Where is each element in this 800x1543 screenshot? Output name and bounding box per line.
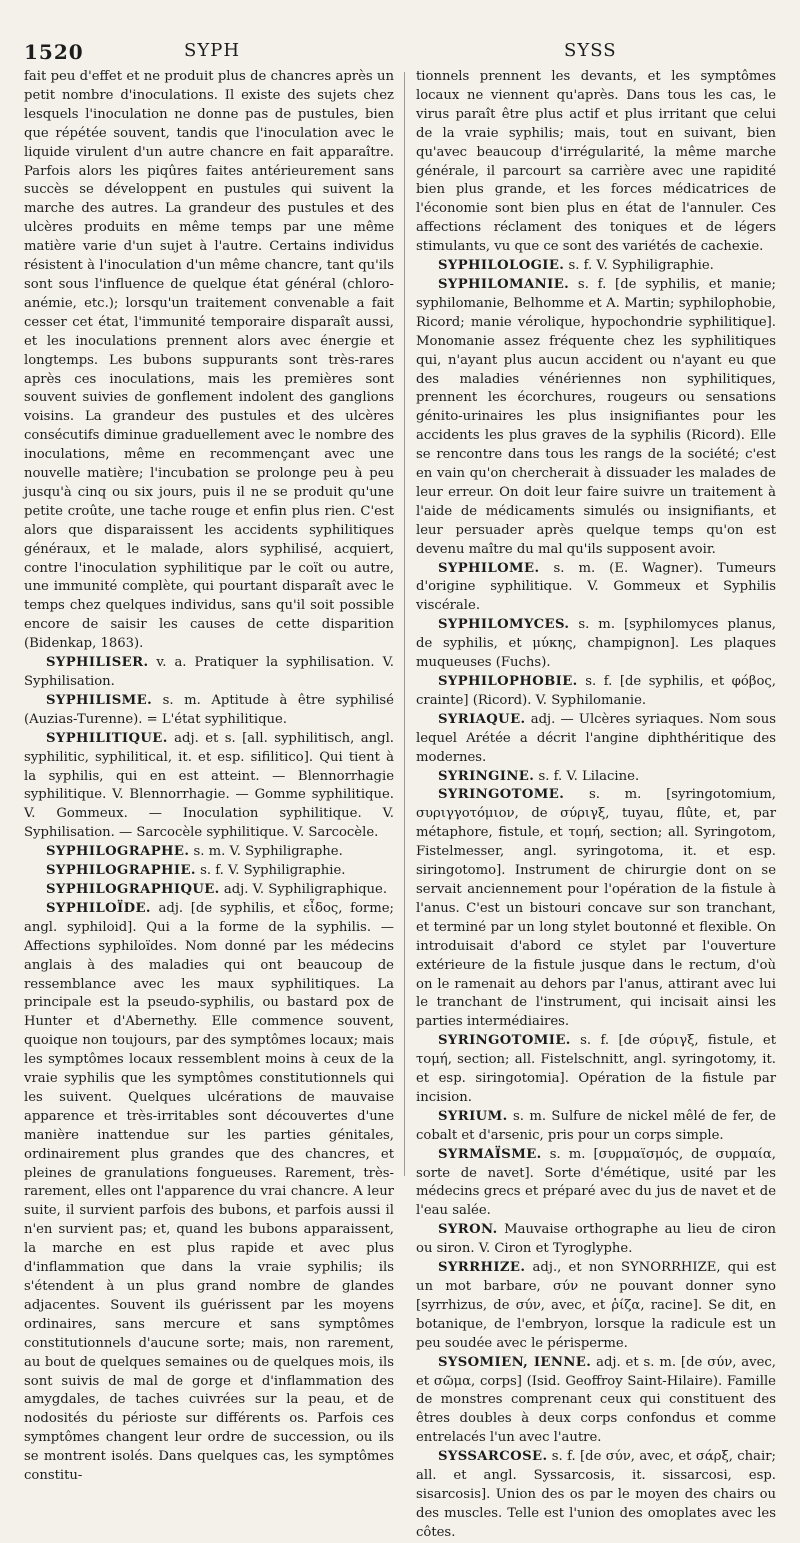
dictionary-entry xyxy=(24,730,394,843)
entry-headword: SYPHILOÏDE. xyxy=(46,900,151,916)
dictionary-entry xyxy=(416,1032,776,1108)
dictionary-entry xyxy=(24,654,394,692)
entry-headword: SYPHILITIQUE. xyxy=(46,730,168,746)
continuation-text: tionnels prennent les devants, et les symptômes locaux ne viennent qu'après. Dans tous les cas, le virus paraît être plus actif et plus irritant que celui de la vraie syphilis; mais, tout en suivant, bien qu'avec beaucoup d'irrégularité, la même marche générale, il parcourt sa carrière avec une rapidité bien plus grande, et les forces médicatrices de l'économie sont bien plus en état de l'annuler. Ces affections réclament des toniques et de légers stimulants, vu que ce sont des variétés de cachexie. xyxy=(416,69,776,255)
entry-definition: s. m. [syphilomyces planus, de syphilis, et μύκης, champignon]. Les plaques muqueuses (Fuchs). xyxy=(416,617,776,671)
dictionary-entry xyxy=(24,862,394,881)
entry-headword: SYSSARCOSE. xyxy=(438,1449,548,1465)
left-guide-word: SYPH xyxy=(184,40,241,61)
entry-definition: adj., et non SYNORRHIZE, qui est un mot barbare, σύν ne pouvant donner syno [syrrhizus, de σύν, avec, et ῥίζα, racine]. Se dit, en botanique, de l'embryon, lorsque la radicule est un peu soudée avec le périsperme. xyxy=(416,1260,776,1351)
left-column xyxy=(24,68,394,1484)
entry-definition: s. m. [συρμαϊσμός, de συρμαία, sorte de navet]. Sorte d'émétique, usité par les médecins grecs et préparé avec du jus de navet et de l'eau salée. xyxy=(416,1146,776,1219)
dictionary-entry xyxy=(24,900,394,1486)
dictionary-entry xyxy=(416,1108,776,1146)
dictionary-entry xyxy=(24,692,394,730)
dictionary-entry xyxy=(416,560,776,617)
dictionary-entry xyxy=(416,616,776,673)
entry-definition: s. f. V. Lilacine. xyxy=(534,768,640,784)
dictionary-entry xyxy=(416,257,776,276)
dictionary-entry xyxy=(24,843,394,862)
entry-headword: SYRON. xyxy=(438,1222,498,1238)
dictionary-entry xyxy=(416,786,776,1032)
entry-definition: s. f. V. Syphiligraphie. xyxy=(564,258,714,274)
entry-definition: s. m. Sulfure de nickel mêlé de fer, de cobalt et d'arsenic, pris pour un corps simple. xyxy=(416,1108,776,1143)
entry-headword: SYRMAÏSME. xyxy=(438,1146,542,1162)
dictionary-entry xyxy=(416,1259,776,1354)
entry-headword: SYPHILISME. xyxy=(46,692,153,708)
entry-definition: adj. et s. m. [de σύν, avec, et σῶμα, corps] (Isid. Geoffroy Saint-Hilaire). Famille de monstres comprenant ceux qui constituent des êtres doubles à deux corps confondus et comme entrelacés l'un avec l'autre. xyxy=(416,1354,776,1446)
page-number: 1520 xyxy=(24,40,84,64)
entry-headword: SYRIAQUE. xyxy=(438,711,526,727)
entry-headword: SYRINGOTOME. xyxy=(438,787,565,803)
entry-definition: s. m. Aptitude à être syphilisé (Auzias-Turenne). = L'état syphilitique. xyxy=(24,692,394,727)
entry-definition: s. m. [syringotomium, συριγγοτόμιον, de σύριγξ, tuyau, flûte, et, par métaphore, fistule, et τομή, section; all. Syringotom, Fistelmesser, angl. syringotoma, it. et esp. siringotomo]. Instrument de chirurgie dont on se servait anciennement pour l'opération de la fistule à l'anus. C'est un bistouri concave sur son tranchant, et terminé par un long stylet boutonné et flexible. On introduisait d'abord ce stylet par l'ouverture extérieure de la fistule jusque dans le rectum, d'où on le ramenait au dehors par l'anus, attirant avec lui le tranchant de l'instrument, qui incisait ainsi les parties intermédiaires. xyxy=(416,787,776,1030)
dictionary-entry xyxy=(24,881,394,900)
dictionary-entry xyxy=(416,1354,776,1449)
entry-definition: adj. [de syphilis, et εἶδος, forme; angl. syphiloid]. Qui a la forme de la syphilis. — Affections syphiloïdes. Nom donné par les médecins anglais à des maladies qui ont beaucoup de ressemblance avec les maux syphilitiques. La principale est la pseudo-syphilis, ou bastard pox de Hunter et d'Abernethy. Elle commence souvent, quoique non toujours, par des symptômes locaux; mais les symptômes locaux ressemblent moins à ceux de la vraie syphilis que les symptômes constitutionnels qui les suivent. Quelques ulcérations de mauvaise apparence et très-irritables sont découvertes d'une manière inattendue sur les parties génitales, ordinairement plus grandes que des chancres, et pleines de granulations fongueuses. Rarement, très-rarement, elles ont l'apparence du vrai chancre. A leur suite, il survient parfois des bubons, et parfois aussi il n'en survient pas; et, quand les bubons apparaissent, la marche en est plus rapide et avec plus d'inflammation que dans la vraie syphilis; ils s'étendent à un plus grand nombre de glandes adjacentes. Souvent ils guérissent par les moyens ordinaires, sans mercure et sans symptômes constitutionnels d'aucune sorte; mais, non rarement, au bout de quelques semaines ou de quelques mois, ils sont suivis de mal de gorge et d'inflammation des amygdales, de taches cuivrées sur la peau, et de nodosités du périoste sur différents os. Parfois ces symptômes changent leur ordre de succession, ou ils se montrent isolés. Dans quelques cas, les symptômes constitu- xyxy=(24,900,394,1484)
dictionary-entry xyxy=(416,1221,776,1259)
entry-definition: s. f. [de syphilis, et φόβος, crainte] (Ricord). V. Syphilomanie. xyxy=(416,674,776,708)
entry-definition: s. m. (E. Wagner). Tumeurs d'origine syphilitique. V. Gommeux et Syphilis viscérale. xyxy=(416,560,776,614)
entry-headword: SYPHILOMANIE. xyxy=(438,276,570,292)
dictionary-entry xyxy=(416,276,776,560)
entry-headword: SYPHILOGRAPHIE. xyxy=(46,863,196,879)
entry-definition: s. f. [de σύριγξ, fistule, et τομή, section; all. Fistelschnitt, angl. syringotomy, it. et esp. siringotomia]. Opération de la fistule par incision. xyxy=(416,1033,776,1105)
continuation-text: fait peu d'effet et ne produit plus de chancres après un petit nombre d'inoculations. Il existe des sujets chez lesquels l'inoculation ne donne pas de pustules, bien que répétée souvent, tandis que l'inoculation avec le liquide virulent d'un autre chancre en fait apparaître. Parfois alors les piqûres faites antérieurement sans succès se développent en pustules qui suivent la marche des autres. La grandeur des pustules et des ulcères produits en même temps par une même matière varie d'un sujet à l'autre. Certains individus résistent à l'inoculation d'un même chancre, tant qu'ils sont sous l'influence de quelque état général (chloro-anémie, etc.); lorsqu'un traitement convenable a fait cesser cet état, l'immunité temporaire disparaît aussi, et les inoculations prennent alors avec énergie et longtemps. Les bubons suppurants sont très-rares après ces inoculations, mais les premières sont souvent suivies de gonflement indolent des ganglions voisins. La grandeur des pustules et des ulcères consécutifs diminue graduellement avec le nombre des inoculations, même en recommençant avec une nouvelle matière; l'incubation se prolonge peu à peu jusqu'à cinq ou six jours, puis il ne se produit qu'une petite croûte, une tache rouge et enfin plus rien. C'est alors que disparaissent les accidents syphilitiques généraux, et le malade, alors syphilisé, acquiert, contre l'inoculation syphilitique par le coït ou autre, une immunité complète, qui pourtant disparaît avec le temps chez quelques individus, sans qu'il soit possible encore de saisir les causes de cette disparition (Bidenkap, 1863). xyxy=(24,69,394,652)
entry-headword: SYPHILOMYCES. xyxy=(438,617,570,633)
column-divider xyxy=(404,72,405,1176)
entry-definition: s. m. V. Syphiligraphe. xyxy=(189,844,343,860)
entry-headword: SYPHILOGRAPHE. xyxy=(46,844,190,860)
entry-headword: SYPHILOGRAPHIQUE. xyxy=(46,881,220,897)
entry-headword: SYRIUM. xyxy=(438,1108,508,1124)
dictionary-entry xyxy=(416,673,776,711)
entry-headword: SYRRHIZE. xyxy=(438,1260,526,1276)
entry-headword: SYPHILOLOGIE. xyxy=(438,258,565,274)
entry-headword: SYPHILISER. xyxy=(46,655,149,671)
entry-definition: s. f. V. Syphiligraphie. xyxy=(195,863,346,879)
running-head xyxy=(24,40,776,70)
entry-definition: Mauvaise orthographe au lieu de ciron ou siron. V. Ciron et Tyroglyphe. xyxy=(416,1222,776,1257)
dictionary-entry xyxy=(416,1146,776,1222)
entry-headword: SYRINGINE. xyxy=(438,768,535,784)
entry-headword: SYSOMIEN, IENNE. xyxy=(438,1354,592,1370)
dictionary-entry xyxy=(416,1448,776,1543)
entry-definition: adj. — Ulcères syriaques. Nom sous lequel Arétée a décrit l'angine diphthéritique des modernes. xyxy=(416,711,776,765)
entry-headword: SYPHILOME. xyxy=(438,560,540,576)
entry-definition: s. f. [de σύν, avec, et σάρξ, chair; all. et angl. Syssarcosis, it. sissarcosi, esp. sisarcosis]. Union des os par le moyen des chairs ou des muscles. Telle est l'union des omoplates avec les côtes. xyxy=(416,1449,776,1540)
entry-definition: adj. V. Syphiligraphique. xyxy=(219,881,388,897)
right-column xyxy=(416,68,776,1540)
entry-definition: s. f. [de syphilis, et manie; syphilomanie, Belhomme et A. Martin; syphilophobie, Ricord; manie vérolique, hypochondrie syphilitique]. Monomanie assez fréquente chez les syphilitiques qui, n'ayant plus aucun accident ou n'ayant eu que des maladies vénériennes non syphilitiques, prennent les écorchures, rougeurs ou sensations génito-urinaires les plus insignifiantes pour les accidents les plus graves de la syphilis (Ricord). Elle se rencontre dans tous les rangs de la société; c'est en vain qu'on chercherait à dissuader les malades de leur erreur. On doit leur faire suivre un traitement à l'aide de médicaments simulés ou insignifiants, et leur persuader après quelque temps qu'on est devenu maître du mal qu'ils supposent avoir. xyxy=(416,276,776,557)
dictionary-entry xyxy=(416,711,776,768)
dictionary-entry xyxy=(416,768,776,787)
entry-headword: SYRINGOTOMIE. xyxy=(438,1033,571,1049)
entry-definition: adj. et s. [all. syphilitisch, angl. syphilitic, syphilitical, it. et esp. sifilitico]. Qui tient à la syphilis, qui en est atteint. — Blennorrhagie syphilitique. V. Blennorrhagie. — Gomme syphilitique. V. Gommeux. — Inoculation syphilitique. V. Syphilisation. — Sarcocèle syphilitique. V. Sarcocèle. xyxy=(24,730,394,841)
right-guide-word: SYSS xyxy=(564,40,617,61)
entry-definition: v. a. Pratiquer la syphilisation. V. Syphilisation. xyxy=(24,655,394,689)
entry-headword: SYPHILOPHOBIE. xyxy=(438,674,578,689)
